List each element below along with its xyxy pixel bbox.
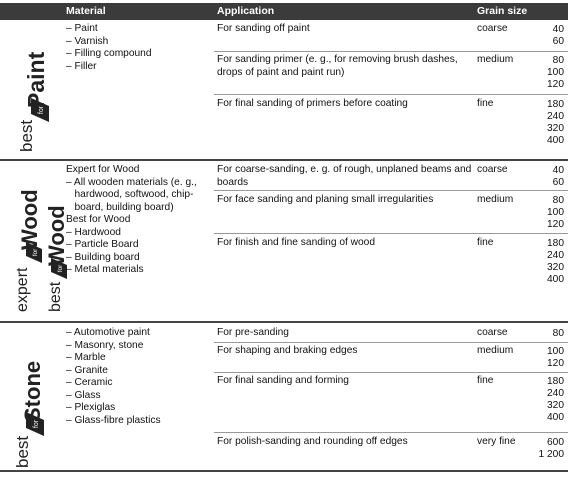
grit-value: 100 [547,67,564,78]
grit-value: 80 [552,195,564,206]
grain-size-text: medium [477,54,514,65]
grit-value: 120 [547,219,564,230]
row-divider [214,372,568,373]
grit-value: 400 [547,412,564,423]
list-item: – Building board [66,251,140,263]
grain-size-text: coarse [477,327,508,338]
grit-value: 120 [547,79,564,90]
grit-values [524,195,564,231]
grain-size-text: coarse [477,23,508,34]
grit-values [524,376,564,424]
grit-value: 180 [547,99,564,110]
application-text: For final sanding and forming [217,375,349,386]
list-item: – Filler [66,60,97,72]
grit-value: 40 [552,24,564,35]
application-text: drops of paint and paint run) [217,67,345,78]
section-divider [0,321,568,323]
grit-values [524,346,564,370]
list-item: – Hardwood [66,226,121,238]
grit-value: 40 [552,165,564,176]
grit-values [524,328,564,340]
brand-for-text: for [57,264,64,273]
grit-value: 240 [547,250,564,261]
grit-value: 60 [552,177,564,188]
grit-value: 320 [547,400,564,411]
grit-value: 100 [547,346,564,357]
application-text: For final sanding of primers before coating [217,98,408,109]
list-item: – Paint [66,23,98,34]
list-item: – Glass-fibre plastics [66,414,161,426]
paint-materials [66,23,152,73]
list-item: – Marble [66,352,106,363]
section-divider [0,159,568,161]
application-text: For sanding primer (e. g., for removing brush dashes, [217,54,458,65]
application-text: For polish-sanding and rounding off edges [217,436,408,447]
brand-logo-wood [4,162,69,320]
application-text: boards [217,177,249,188]
grit-value: 60 [552,36,564,47]
list-item: – All wooden materials (e. g., [66,176,197,188]
brand-best-text: best [17,119,36,152]
application-text: For shaping and braking edges [217,345,358,356]
grit-value: 320 [547,262,564,273]
list-item: Expert for Wood [66,164,140,175]
grain-size-text: medium [477,194,514,205]
grit-value: 80 [552,55,564,66]
grain-size-text: medium [477,345,514,356]
application-text: For face sanding and planing small irregularities [217,194,434,205]
grit-value: 320 [547,123,564,134]
list-item: Best for Wood [66,214,131,225]
grit-value: 80 [552,328,564,339]
grit-value: 240 [547,388,564,399]
grit-value: 180 [547,376,564,387]
grit-value: 100 [547,207,564,218]
list-item: – Masonry, stone [66,339,144,351]
list-item: board, building board) [66,201,174,213]
grit-value: 400 [547,274,564,285]
list-item: – Ceramic [66,377,113,388]
brand-name-text: Wood [44,205,69,266]
grit-value: 120 [547,358,564,369]
grit-value: 1 200 [538,449,564,460]
row-divider [214,233,568,234]
row-divider [214,190,568,191]
grit-values [524,99,564,147]
brand-name-text: Wood [17,189,42,250]
brand-logo-best-for-stone [4,324,46,474]
list-item: – Varnish [66,35,109,47]
grain-size-text: fine [477,98,494,109]
grit-values [524,24,564,48]
grit-value: 400 [547,135,564,146]
grit-values [524,238,564,286]
list-item: – Automotive paint [66,327,150,338]
row-divider [214,432,568,433]
list-item: – Particle Board [66,239,139,250]
brand-for-text: for [32,248,39,257]
application-text: For pre-sanding [217,327,289,338]
brand-for-text: for [38,105,45,115]
brand-expert-text: expert [14,267,31,312]
wood-materials [66,164,197,277]
grain-size-text: fine [477,375,494,386]
header-material: Material [66,5,106,17]
table-bottom-border [0,470,568,472]
grain-size-text: fine [477,237,494,248]
application-text: For coarse-sanding, e. g. of rough, unplaned beams and [217,164,472,175]
table-header [0,3,568,20]
grit-value: 600 [547,437,564,448]
row-divider [214,94,568,95]
header-grain-size: Grain size [477,5,528,17]
list-item: hardwood, softwood, chip- [66,189,194,200]
list-item: – Metal materials [66,264,144,275]
grit-value: 180 [547,238,564,249]
list-item: – Glass [66,389,101,401]
brand-best-text: best [13,435,32,468]
application-text: For sanding off paint [217,23,310,34]
list-item: – Filling compound [66,48,152,59]
stone-materials [66,327,161,427]
grain-size-text: coarse [477,164,508,175]
grit-values [524,165,564,189]
grit-values [524,437,564,461]
row-divider [214,342,568,343]
header-application: Application [217,5,275,17]
list-item: – Plexiglas [66,402,116,413]
brand-logo-best-for-paint [4,20,49,160]
grit-value: 240 [547,111,564,122]
application-text: For finish and fine sanding of wood [217,237,376,248]
brand-name-text: Paint [23,51,49,108]
grit-values [524,55,564,91]
brand-name-text: Stone [20,360,45,422]
brand-best-text: best [47,281,64,312]
list-item: – Granite [66,364,108,376]
brand-for-text: for [33,419,40,429]
row-divider [214,51,568,52]
grain-size-text: very fine [477,436,516,447]
